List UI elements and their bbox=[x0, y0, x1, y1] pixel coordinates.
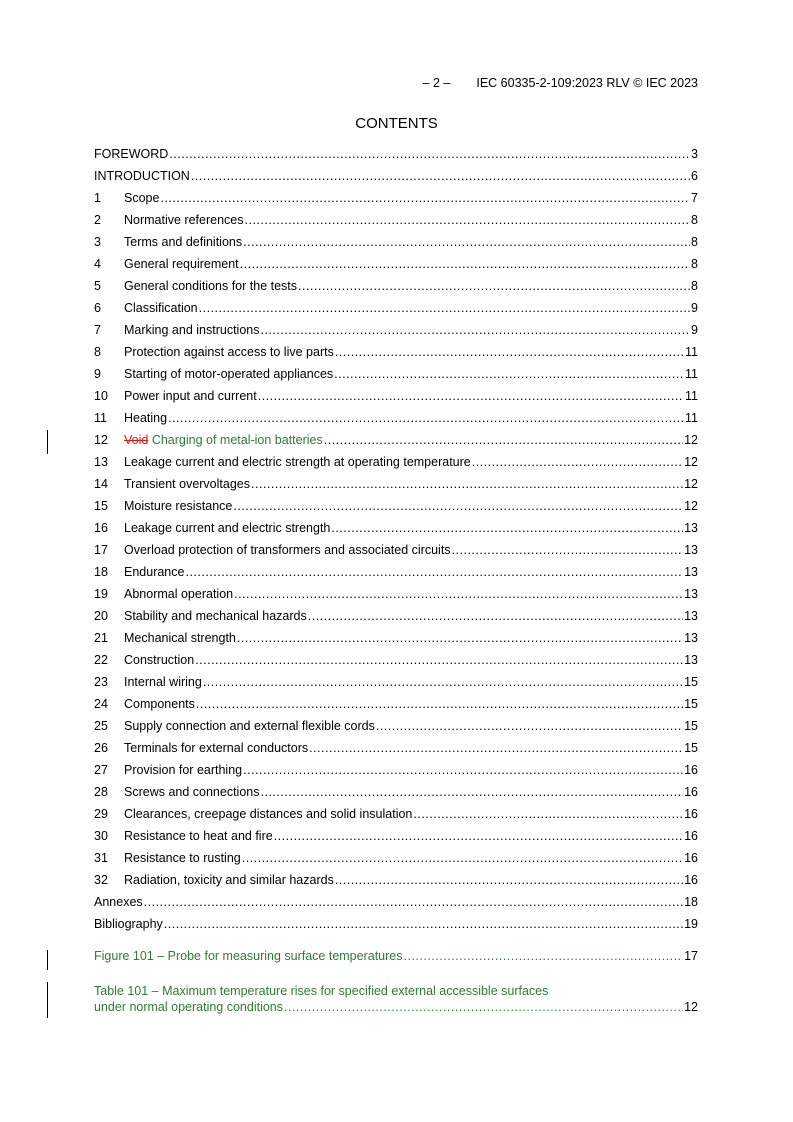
toc-entry-title: Overload protection of transformers and associated circuits bbox=[124, 543, 451, 557]
dot-leader bbox=[472, 451, 683, 473]
toc-entry[interactable] bbox=[94, 209, 698, 231]
dot-leader bbox=[237, 627, 683, 649]
change-bar-figure-list bbox=[47, 950, 48, 970]
dot-leader bbox=[240, 253, 690, 275]
toc-entry-title: Resistance to heat and fire bbox=[124, 829, 273, 843]
dot-leader bbox=[233, 495, 683, 517]
toc-entry[interactable] bbox=[94, 715, 698, 737]
toc-entry[interactable] bbox=[94, 803, 698, 825]
toc-entry-title: Terms and definitions bbox=[124, 235, 243, 249]
contents-title: CONTENTS bbox=[355, 115, 438, 132]
toc-entry-title: Annexes bbox=[94, 895, 143, 909]
toc-entry-page: 7 bbox=[691, 191, 698, 205]
toc-entry[interactable] bbox=[94, 605, 698, 627]
toc-entry[interactable] bbox=[94, 759, 698, 781]
toc-entry-number: 16 bbox=[94, 521, 108, 535]
toc-entry-title: Leakage current and electric strength bbox=[124, 521, 331, 535]
toc-entry-number: 17 bbox=[94, 543, 108, 557]
toc-entry-page: 11 bbox=[685, 411, 698, 425]
toc-entry[interactable] bbox=[94, 891, 698, 913]
toc-entry-page: 8 bbox=[691, 279, 698, 293]
toc-entry[interactable] bbox=[94, 869, 698, 891]
toc-entry-title: Screws and connections bbox=[124, 785, 260, 799]
toc-entry-number: 22 bbox=[94, 653, 108, 667]
page-header bbox=[423, 76, 698, 90]
dot-leader bbox=[203, 671, 683, 693]
toc-entry[interactable] bbox=[94, 781, 698, 803]
toc-entry[interactable] bbox=[94, 451, 698, 473]
toc-entry-page: 12 bbox=[684, 477, 698, 491]
dot-leader bbox=[260, 319, 690, 341]
toc-entry-title: Resistance to rusting bbox=[124, 851, 241, 865]
toc-entry[interactable] bbox=[94, 539, 698, 561]
toc-entry-title: FOREWORD bbox=[94, 147, 169, 161]
toc-entry-number: 30 bbox=[94, 829, 108, 843]
page-number-label: – 2 – bbox=[422, 76, 451, 90]
toc-entry-number: 14 bbox=[94, 477, 108, 491]
toc-entry-page: 16 bbox=[684, 873, 698, 887]
toc-entry-title: Scope bbox=[124, 191, 160, 205]
toc-entry-number: 9 bbox=[94, 367, 101, 381]
toc-entry-number: 15 bbox=[94, 499, 108, 513]
dot-leader bbox=[242, 847, 683, 869]
toc-entry-number: 12 bbox=[94, 433, 108, 447]
toc-entry-page: 13 bbox=[684, 587, 698, 601]
table-entry-title-line1: Table 101 – Maximum temperature rises for specified external accessible surfaces bbox=[94, 984, 549, 998]
toc-entry-page: 9 bbox=[691, 323, 698, 337]
toc-entry-title: General requirement bbox=[124, 257, 239, 271]
toc-entry-page: 19 bbox=[684, 917, 698, 931]
toc-entry-title: Power input and current bbox=[124, 389, 257, 403]
toc-entry-number: 20 bbox=[94, 609, 108, 623]
toc-entry-number: 26 bbox=[94, 741, 108, 755]
toc-entry[interactable] bbox=[94, 561, 698, 583]
change-bar-table-list bbox=[47, 982, 48, 1018]
toc-entry[interactable] bbox=[94, 913, 698, 935]
toc-entry-page: 12 bbox=[684, 499, 698, 513]
toc-entry-title: Endurance bbox=[124, 565, 185, 579]
toc-entry[interactable] bbox=[94, 231, 698, 253]
toc-entry-page: 6 bbox=[691, 169, 698, 183]
toc-entry[interactable] bbox=[94, 165, 698, 187]
dot-leader bbox=[251, 473, 683, 495]
toc-entry[interactable] bbox=[94, 429, 698, 451]
inserted-text: Charging of metal-ion batteries bbox=[151, 433, 323, 447]
dot-leader bbox=[164, 913, 683, 935]
toc-entry-number: 3 bbox=[94, 235, 101, 249]
toc-entry-number: 23 bbox=[94, 675, 108, 689]
toc-entry[interactable] bbox=[94, 649, 698, 671]
dot-leader bbox=[195, 649, 683, 671]
toc-entry-number: 32 bbox=[94, 873, 108, 887]
dot-leader bbox=[376, 715, 683, 737]
toc-entry[interactable] bbox=[94, 737, 698, 759]
toc-entry-number: 21 bbox=[94, 631, 108, 645]
toc-entry-number: 13 bbox=[94, 455, 108, 469]
table-of-contents bbox=[94, 143, 698, 935]
toc-entry[interactable] bbox=[94, 143, 698, 165]
toc-entry-title: Supply connection and external flexible cords bbox=[124, 719, 375, 733]
toc-entry-title: Terminals for external conductors bbox=[124, 741, 309, 755]
toc-entry-number: 28 bbox=[94, 785, 108, 799]
toc-entry-title: Stability and mechanical hazards bbox=[124, 609, 307, 623]
dot-leader bbox=[144, 891, 683, 913]
toc-entry[interactable] bbox=[94, 253, 698, 275]
toc-entry-title: Moisture resistance bbox=[124, 499, 233, 513]
figure-entry-title: Figure 101 – Probe for measuring surface temperatures bbox=[94, 949, 403, 963]
figure-and-table-lists bbox=[94, 948, 698, 1015]
toc-entry-number: 29 bbox=[94, 807, 108, 821]
toc-entry-page: 15 bbox=[684, 741, 698, 755]
dot-leader bbox=[452, 539, 684, 561]
table-entry-page: 12 bbox=[684, 1000, 698, 1014]
dot-leader bbox=[413, 803, 683, 825]
toc-entry-number: 7 bbox=[94, 323, 101, 337]
toc-entry-title: Radiation, toxicity and similar hazards bbox=[124, 873, 334, 887]
toc-entry-title: Normative references bbox=[124, 213, 244, 227]
toc-entry-page: 12 bbox=[684, 433, 698, 447]
dot-leader bbox=[274, 825, 683, 847]
toc-entry[interactable] bbox=[94, 495, 698, 517]
toc-entry-page: 18 bbox=[684, 895, 698, 909]
toc-entry-page: 8 bbox=[691, 257, 698, 271]
toc-entry-title: Classification bbox=[124, 301, 198, 315]
toc-entry-title: Provision for earthing bbox=[124, 763, 243, 777]
toc-entry-page: 13 bbox=[684, 631, 698, 645]
toc-entry-page: 15 bbox=[684, 697, 698, 711]
dot-leader bbox=[160, 187, 690, 209]
toc-entry-title: Protection against access to live parts bbox=[124, 345, 334, 359]
change-bar-clause-12 bbox=[47, 430, 48, 454]
toc-entry[interactable] bbox=[94, 627, 698, 649]
toc-entry-page: 8 bbox=[691, 213, 698, 227]
toc-entry-title: General conditions for the tests bbox=[124, 279, 298, 293]
toc-entry-page: 13 bbox=[684, 565, 698, 579]
dot-leader bbox=[168, 407, 684, 429]
deleted-text: Void bbox=[124, 433, 149, 447]
toc-entry-number: 25 bbox=[94, 719, 108, 733]
toc-entry-page: 13 bbox=[684, 543, 698, 557]
dot-leader bbox=[298, 275, 690, 297]
figure-list-entry[interactable] bbox=[94, 948, 698, 964]
toc-entry-title: Transient overvoltages bbox=[124, 477, 250, 491]
figure-entry-page: 17 bbox=[684, 949, 698, 963]
dot-leader bbox=[309, 737, 683, 759]
toc-entry-title: Clearances, creepage distances and solid insulation bbox=[124, 807, 413, 821]
toc-entry-title: Leakage current and electric strength at operating temperature bbox=[124, 455, 471, 469]
table-list-entry[interactable] bbox=[94, 983, 698, 1015]
dot-leader bbox=[324, 429, 683, 451]
toc-entry-number: 11 bbox=[94, 411, 107, 425]
dot-leader bbox=[191, 165, 690, 187]
toc-entry-number: 1 bbox=[94, 191, 101, 205]
dot-leader bbox=[199, 297, 690, 319]
toc-entry-page: 9 bbox=[691, 301, 698, 315]
dot-leader bbox=[169, 143, 690, 165]
dot-leader bbox=[404, 948, 684, 964]
toc-entry-number: 10 bbox=[94, 389, 108, 403]
toc-entry-number: 19 bbox=[94, 587, 108, 601]
toc-entry-page: 13 bbox=[684, 521, 698, 535]
toc-entry-number: 6 bbox=[94, 301, 101, 315]
toc-entry-title: Bibliography bbox=[94, 917, 163, 931]
toc-entry-page: 15 bbox=[684, 719, 698, 733]
toc-entry-page: 16 bbox=[684, 829, 698, 843]
dot-leader bbox=[243, 759, 683, 781]
toc-entry[interactable] bbox=[94, 825, 698, 847]
dot-leader bbox=[331, 517, 683, 539]
toc-entry[interactable] bbox=[94, 583, 698, 605]
toc-entry[interactable] bbox=[94, 473, 698, 495]
dot-leader bbox=[185, 561, 683, 583]
toc-entry-number: 18 bbox=[94, 565, 108, 579]
toc-entry[interactable] bbox=[94, 407, 698, 429]
toc-entry[interactable] bbox=[94, 319, 698, 341]
toc-entry-page: 3 bbox=[691, 147, 698, 161]
toc-entry-number: 24 bbox=[94, 697, 108, 711]
toc-entry-page: 11 bbox=[685, 345, 698, 359]
toc-entry-page: 13 bbox=[684, 653, 698, 667]
toc-entry-title bbox=[124, 429, 323, 451]
toc-entry-page: 16 bbox=[684, 763, 698, 777]
dot-leader bbox=[245, 209, 691, 231]
dot-leader bbox=[284, 999, 683, 1015]
toc-entry-title: Internal wiring bbox=[124, 675, 202, 689]
toc-entry-number: 8 bbox=[94, 345, 101, 359]
toc-entry[interactable] bbox=[94, 671, 698, 693]
dot-leader bbox=[334, 363, 684, 385]
toc-entry-number: 27 bbox=[94, 763, 108, 777]
table-entry-title-line2: under normal operating conditions bbox=[94, 1000, 284, 1014]
toc-entry-page: 12 bbox=[684, 455, 698, 469]
toc-entry-number: 2 bbox=[94, 213, 101, 227]
toc-entry[interactable] bbox=[94, 297, 698, 319]
dot-leader bbox=[308, 605, 683, 627]
toc-entry-number: 5 bbox=[94, 279, 101, 293]
toc-entry-page: 16 bbox=[684, 785, 698, 799]
toc-entry-page: 15 bbox=[684, 675, 698, 689]
toc-entry-title: Starting of motor-operated appliances bbox=[124, 367, 334, 381]
toc-entry[interactable] bbox=[94, 517, 698, 539]
toc-entry-title: Marking and instructions bbox=[124, 323, 260, 337]
toc-entry-page: 16 bbox=[684, 851, 698, 865]
dot-leader bbox=[258, 385, 684, 407]
dot-leader bbox=[243, 231, 690, 253]
toc-entry-title: Abnormal operation bbox=[124, 587, 234, 601]
toc-entry-page: 8 bbox=[691, 235, 698, 249]
toc-entry[interactable] bbox=[94, 363, 698, 385]
dot-leader bbox=[335, 341, 684, 363]
toc-entry-title: Heating bbox=[124, 411, 168, 425]
dot-leader bbox=[261, 781, 684, 803]
toc-entry-page: 13 bbox=[684, 609, 698, 623]
toc-entry[interactable] bbox=[94, 693, 698, 715]
toc-entry-title: Components bbox=[124, 697, 195, 711]
dot-leader bbox=[234, 583, 683, 605]
toc-entry-page: 16 bbox=[684, 807, 698, 821]
dot-leader bbox=[196, 693, 683, 715]
toc-entry-title: Mechanical strength bbox=[124, 631, 236, 645]
toc-entry[interactable] bbox=[94, 275, 698, 297]
toc-entry[interactable] bbox=[94, 385, 698, 407]
document-identifier: IEC 60335-2-109:2023 RLV © IEC 2023 bbox=[476, 76, 698, 90]
toc-entry[interactable] bbox=[94, 341, 698, 363]
toc-entry-title: Construction bbox=[124, 653, 195, 667]
toc-entry-page: 11 bbox=[685, 367, 698, 381]
toc-entry-number: 4 bbox=[94, 257, 101, 271]
toc-entry[interactable] bbox=[94, 847, 698, 869]
dot-leader bbox=[335, 869, 683, 891]
toc-entry-number: 31 bbox=[94, 851, 108, 865]
toc-entry[interactable] bbox=[94, 187, 698, 209]
toc-entry-page: 11 bbox=[685, 389, 698, 403]
toc-entry-title: INTRODUCTION bbox=[94, 169, 190, 183]
